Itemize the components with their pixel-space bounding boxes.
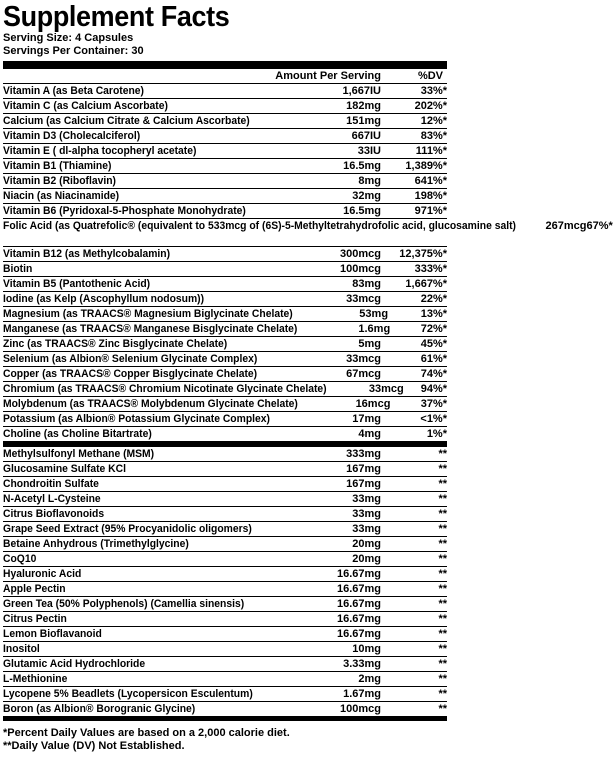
amount-per-serving: 333mg — [346, 448, 381, 460]
daily-value: 37%* — [420, 398, 447, 410]
daily-value: ** — [438, 643, 447, 655]
table-row — [3, 219, 613, 247]
table-row — [3, 99, 447, 114]
table-row — [3, 292, 447, 307]
daily-value: 12,375%* — [399, 248, 447, 260]
ingredient-name-text: Vitamin D3 (Cholecalciferol) — [3, 130, 141, 142]
table-row — [3, 114, 447, 129]
amount-per-serving: 16.5mg — [343, 160, 381, 172]
ingredient-name-text: Lemon Bioflavanoid — [3, 628, 102, 640]
daily-value: ** — [438, 613, 447, 625]
table-row — [3, 522, 447, 537]
table-row — [3, 397, 447, 412]
table-row — [3, 129, 447, 144]
ingredient-name-text: Lycopene 5% Beadlets (Lycopersicon Esculentum) — [3, 688, 253, 700]
daily-value: ** — [438, 598, 447, 610]
amount-per-serving: 83mg — [352, 278, 381, 290]
ingredient-name-text: Betaine Anhydrous (Trimethylglycine) — [3, 538, 189, 550]
ingredient-name — [3, 277, 295, 291]
vitamins-minerals-section — [3, 84, 613, 442]
ingredient-name — [3, 307, 311, 321]
daily-value: ** — [438, 538, 447, 550]
ingredient-name-text: Calcium (as Calcium Citrate & Calcium Ascorbate) — [3, 115, 250, 127]
ingredient-name-text: Chondroitin Sulfate — [3, 478, 99, 490]
daily-value: ** — [438, 493, 447, 505]
daily-value: 94%* — [420, 383, 447, 395]
ingredient-name — [3, 627, 295, 641]
amount-per-serving: 17mg — [352, 413, 381, 425]
amount-per-serving: 1.6mg — [358, 323, 391, 335]
amount-per-serving: 167mg — [346, 463, 381, 475]
ingredient-name-text: Vitamin A (as Beta Carotene) — [3, 85, 144, 97]
ingredient-name-text: Boron (as Albion® Borogranic Glycine) — [3, 703, 196, 715]
ingredient-name-text: Apple Pectin — [3, 583, 66, 595]
ingredient-name — [3, 552, 295, 566]
daily-value: ** — [438, 478, 447, 490]
ingredient-name — [3, 687, 295, 701]
table-row — [3, 492, 447, 507]
ingredient-name-text: Folic Acid — [3, 220, 53, 232]
ingredient-name-text: Inositol — [3, 643, 40, 655]
footnote-dv-not-established: **Daily Value (DV) Not Established. — [3, 740, 185, 752]
ingredient-name-text: Copper (as TRAACS® Copper Bisglycinate Chelate) — [3, 368, 258, 380]
amount-per-serving: 16.5mg — [343, 205, 381, 217]
table-row — [3, 189, 447, 204]
amount-per-serving: 16.67mg — [336, 628, 381, 640]
ingredient-name — [3, 114, 295, 128]
ingredient-name — [3, 477, 295, 491]
table-row — [3, 159, 447, 174]
table-header — [3, 69, 447, 84]
table-row — [3, 277, 447, 292]
table-row — [3, 447, 447, 462]
table-row — [3, 352, 447, 367]
daily-value: 1%* — [426, 428, 447, 440]
amount-per-serving: 16.67mg — [336, 598, 381, 610]
panel-title: Supplement Facts — [3, 1, 230, 33]
ingredient-name-text: Zinc (as TRAACS® Zinc Bisglycinate Chelate) — [3, 338, 228, 350]
amount-per-serving: 33mcg — [346, 353, 381, 365]
daily-value: ** — [438, 688, 447, 700]
ingredient-name-text: Choline (as Choline Bitartrate) — [3, 428, 152, 440]
table-row — [3, 174, 447, 189]
ingredient-name-text: N-Acetyl L-Cysteine — [3, 493, 101, 505]
ingredient-name-text: Iodine (as Kelp (Ascophyllum nodosum)) — [3, 293, 205, 305]
table-row — [3, 247, 447, 262]
ingredient-name-text: Molybdenum (as TRAACS® Molybdenum Glycinate Chelate) — [3, 398, 298, 410]
ingredient-name — [3, 412, 295, 426]
ingredient-name — [3, 144, 295, 158]
ingredient-name-text: Vitamin B2 (Riboflavin) — [3, 175, 116, 187]
daily-value: 641%* — [414, 175, 447, 187]
daily-value: 1,389%* — [405, 160, 447, 172]
ingredient-name — [3, 612, 295, 626]
daily-value: ** — [438, 523, 447, 535]
ingredient-name — [3, 292, 295, 306]
daily-value: 67%* — [586, 220, 613, 232]
daily-value: 83%* — [420, 130, 447, 142]
amount-per-serving: 20mg — [352, 553, 381, 565]
table-row — [3, 597, 447, 612]
amount-per-serving: 33mcg — [346, 293, 381, 305]
ingredient-name — [3, 174, 295, 188]
table-row — [3, 627, 447, 642]
servings-per-container: Servings Per Container: 30 — [3, 45, 144, 57]
daily-value: ** — [438, 673, 447, 685]
ingredient-name — [3, 159, 295, 173]
ingredient-name — [3, 522, 295, 536]
ingredient-name — [3, 382, 347, 396]
table-row — [3, 552, 447, 567]
ingredient-name — [3, 462, 295, 476]
ingredient-name-text: Green Tea (50% Polyphenols) (Camellia sinensis) — [3, 598, 245, 610]
amount-per-serving: 53mg — [359, 308, 389, 320]
ingredient-name-text: Niacin (as Niacinamide) — [3, 190, 120, 202]
daily-value: ** — [438, 463, 447, 475]
table-row — [3, 382, 447, 397]
daily-value: ** — [438, 508, 447, 520]
ingredient-name — [3, 672, 295, 686]
table-row — [3, 567, 447, 582]
daily-value: ** — [438, 658, 447, 670]
daily-value: 202%* — [414, 100, 447, 112]
table-row — [3, 672, 447, 687]
amount-per-serving: 16.67mg — [336, 583, 381, 595]
amount-per-serving: 32mg — [352, 190, 381, 202]
daily-value: 111%* — [415, 145, 447, 157]
daily-value: 45%* — [420, 338, 447, 350]
header-dv: %DV — [417, 70, 443, 82]
header-spacer — [3, 69, 221, 83]
table-row — [3, 144, 447, 159]
daily-value: 13%* — [420, 308, 447, 320]
daily-value: 12%* — [420, 115, 447, 127]
ingredient-name-text: Selenium (as Albion® Selenium Glycinate Complex) — [3, 353, 258, 365]
amount-per-serving: 667IU — [351, 130, 381, 142]
table-row — [3, 367, 447, 382]
daily-value: 198%* — [414, 190, 447, 202]
thick-divider — [3, 61, 447, 69]
table-row — [3, 337, 447, 352]
ingredient-name — [3, 597, 295, 611]
amount-per-serving: 33mg — [352, 508, 381, 520]
amount-per-serving: 33mcg — [368, 383, 404, 395]
table-row — [3, 507, 447, 522]
ingredient-name — [3, 337, 295, 351]
ingredient-name-text: Glutamic Acid Hydrochloride — [3, 658, 146, 670]
table-row — [3, 262, 447, 277]
ingredient-name — [3, 367, 295, 381]
amount-per-serving: 16.67mg — [336, 613, 381, 625]
amount-per-serving: 267mcg — [545, 220, 587, 232]
ingredient-name — [3, 322, 316, 336]
table-row — [3, 657, 447, 672]
amount-per-serving: 151mg — [346, 115, 381, 127]
amount-per-serving: 16mcg — [355, 398, 391, 410]
table-row — [3, 582, 447, 597]
amount-per-serving: 182mg — [346, 100, 381, 112]
ingredient-source: (as Quatrefolic® (equivalent to 533mcg of (6S)-5-Methyltetrahydrofolic acid, glucosamine salt) — [55, 220, 517, 232]
ingredient-name — [3, 189, 295, 203]
amount-per-serving: 2mg — [358, 673, 381, 685]
ingredient-name-text: Vitamin B12 (as Methylcobalamin) — [3, 248, 171, 260]
ingredient-name — [3, 492, 295, 506]
amount-per-serving: 300mcg — [340, 248, 381, 260]
table-row — [3, 412, 447, 427]
ingredient-name — [3, 657, 295, 671]
amount-per-serving: 20mg — [352, 538, 381, 550]
footnotes — [3, 721, 447, 753]
amount-per-serving: 100mcg — [340, 263, 381, 275]
ingredient-name — [3, 262, 295, 276]
ingredient-name-text: Vitamin B5 (Pantothenic Acid) — [3, 278, 151, 290]
amount-per-serving: 100mcg — [340, 703, 381, 715]
ingredient-name — [3, 247, 295, 261]
other-ingredients-section — [3, 447, 447, 717]
ingredient-name — [3, 507, 295, 521]
ingredient-name-text: Citrus Pectin — [3, 613, 67, 625]
ingredient-name-text: Vitamin B1 (Thiamine) — [3, 160, 112, 172]
amount-per-serving: 4mg — [358, 428, 381, 440]
table-row — [3, 702, 447, 717]
daily-value: <1%* — [420, 413, 447, 425]
daily-value: ** — [438, 448, 447, 460]
ingredient-name — [3, 427, 295, 441]
ingredient-name — [3, 582, 295, 596]
amount-per-serving: 33mg — [352, 523, 381, 535]
amount-per-serving: 8mg — [358, 175, 381, 187]
footnote-percent-dv: *Percent Daily Values are based on a 2,000 calorie diet. — [3, 727, 290, 739]
amount-per-serving: 33mg — [352, 493, 381, 505]
table-row — [3, 477, 447, 492]
ingredient-name — [3, 219, 546, 246]
table-row — [3, 687, 447, 702]
ingredient-name — [3, 447, 295, 461]
amount-per-serving: 16.67mg — [336, 568, 381, 580]
ingredient-name-text: Methylsulfonyl Methane (MSM) — [3, 448, 155, 460]
amount-per-serving: 5mg — [358, 338, 381, 350]
table-row — [3, 204, 447, 219]
amount-per-serving: 33IU — [357, 145, 381, 157]
table-row — [3, 462, 447, 477]
serving-size: Serving Size: 4 Capsules — [3, 32, 134, 44]
amount-per-serving: 167mg — [346, 478, 381, 490]
amount-per-serving: 10mg — [352, 643, 381, 655]
ingredient-name-text: Vitamin C (as Calcium Ascorbate) — [3, 100, 168, 112]
daily-value: 61%* — [420, 353, 447, 365]
ingredient-name-text: Vitamin B6 (Pyridoxal-5-Phosphate Monohydrate) — [3, 205, 246, 217]
table-row — [3, 84, 447, 99]
daily-value: 22%* — [420, 293, 447, 305]
ingredient-name — [3, 567, 295, 581]
amount-per-serving: 1.67mg — [343, 688, 381, 700]
ingredient-name-text: Citrus Bioflavonoids — [3, 508, 105, 520]
daily-value: 33%* — [420, 85, 447, 97]
ingredient-name-text: Grape Seed Extract (95% Procyanidolic oligomers) — [3, 523, 252, 535]
ingredient-name — [3, 702, 295, 716]
ingredient-name-text: Glucosamine Sulfate KCl — [3, 463, 126, 475]
daily-value: 971%* — [414, 205, 447, 217]
table-row — [3, 322, 447, 337]
ingredient-name — [3, 397, 317, 411]
ingredient-name-text: L-Methionine — [3, 673, 68, 685]
ingredient-name-text: Hyaluronic Acid — [3, 568, 82, 580]
ingredient-name — [3, 352, 295, 366]
ingredient-name — [3, 537, 295, 551]
ingredient-name — [3, 129, 295, 143]
daily-value: ** — [438, 628, 447, 640]
table-row — [3, 537, 447, 552]
daily-value: ** — [438, 583, 447, 595]
table-row — [3, 612, 447, 627]
daily-value: ** — [438, 553, 447, 565]
table-row — [3, 307, 447, 322]
amount-per-serving: 1,667IU — [342, 85, 381, 97]
ingredient-name-text: Manganese (as TRAACS® Manganese Bisglycinate Chelate) — [3, 323, 298, 335]
header-amount: Amount Per Serving — [275, 70, 381, 82]
ingredient-name — [3, 204, 295, 218]
daily-value: 1,667%* — [405, 278, 447, 290]
ingredient-name — [3, 99, 295, 113]
daily-value: ** — [438, 568, 447, 580]
amount-per-serving: 3.33mg — [343, 658, 381, 670]
table-row — [3, 427, 447, 442]
table-row — [3, 642, 447, 657]
daily-value: ** — [438, 703, 447, 715]
ingredient-name-text: Biotin — [3, 263, 33, 275]
ingredient-name-text: Potassium (as Albion® Potassium Glycinate Complex) — [3, 413, 270, 425]
daily-value: 333%* — [414, 263, 447, 275]
amount-per-serving: 67mcg — [346, 368, 381, 380]
ingredient-name-text: Magnesium (as TRAACS® Magnesium Biglycinate Chelate) — [3, 308, 293, 320]
daily-value: 74%* — [420, 368, 447, 380]
ingredient-name-text: CoQ10 — [3, 553, 37, 565]
ingredient-name — [3, 84, 295, 98]
ingredient-name-text: Chromium (as TRAACS® Chromium Nicotinate Glycinate Chelate) — [3, 383, 327, 395]
ingredient-name-text: Vitamin E ( dl-alpha tocopheryl acetate) — [3, 145, 197, 157]
ingredient-name — [3, 642, 295, 656]
daily-value: 72%* — [420, 323, 447, 335]
